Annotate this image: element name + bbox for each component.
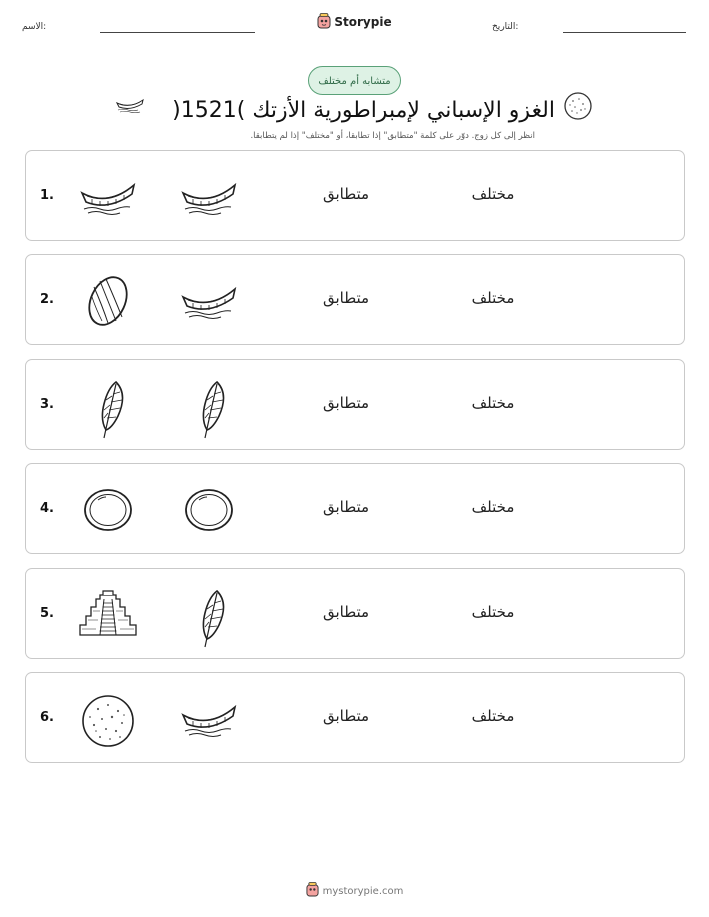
coin-icon (78, 484, 138, 536)
cacao-pod-icon (78, 275, 138, 327)
canoe-icon (78, 171, 138, 223)
question-row (25, 568, 685, 659)
different-option[interactable]: مختلف (471, 707, 515, 725)
name-label: الاسم: (22, 22, 47, 32)
question-row (25, 463, 685, 554)
different-option[interactable]: مختلف (471, 289, 515, 307)
topic-badge: متشابه أم مختلف (308, 66, 401, 95)
pyramid-icon (78, 589, 138, 641)
canoe-icon (179, 693, 239, 745)
same-option[interactable]: متطابق (322, 185, 370, 203)
title-canoe-icon (115, 96, 145, 118)
different-option[interactable]: مختلف (471, 185, 515, 203)
brand-logo (0, 13, 709, 32)
question-number: 6. (40, 710, 54, 725)
different-option[interactable]: مختلف (471, 394, 515, 412)
question-number: 5. (40, 606, 54, 621)
same-option[interactable]: متطابق (322, 603, 370, 621)
feather-icon (78, 380, 138, 432)
feather-icon (179, 589, 239, 641)
page-title: الغزو الإسباني لإمبراطورية الأزتك )1521( (172, 98, 555, 123)
feather-icon (179, 380, 239, 432)
date-label: التاريخ: (492, 22, 519, 32)
date-line[interactable] (563, 32, 686, 33)
question-row (25, 254, 685, 345)
canoe-icon (179, 275, 239, 327)
different-option[interactable]: مختلف (471, 498, 515, 516)
footer (0, 882, 709, 900)
same-option[interactable]: متطابق (322, 498, 370, 516)
canoe-icon (179, 171, 239, 223)
question-number: 3. (40, 397, 54, 412)
instructions: انظر إلى كل زوج. دوّر على كلمة "متطابق" إذا تطابقا، أو "مختلف" إذا لم يتطابقا. (250, 131, 535, 141)
tortilla-icon (78, 693, 138, 745)
question-row (25, 359, 685, 450)
storypie-mascot-icon (317, 13, 331, 32)
question-number: 4. (40, 501, 54, 516)
question-row (25, 672, 685, 763)
coin-icon (179, 484, 239, 536)
same-option[interactable]: متطابق (322, 289, 370, 307)
question-number: 2. (40, 292, 54, 307)
name-line[interactable] (100, 32, 255, 33)
question-row (25, 150, 685, 241)
different-option[interactable]: مختلف (471, 603, 515, 621)
title-tortilla-icon (563, 91, 593, 125)
question-number: 1. (40, 188, 54, 203)
same-option[interactable]: متطابق (322, 394, 370, 412)
footer-url[interactable]: mystorypie.com (322, 886, 404, 897)
storypie-mascot-icon (306, 882, 319, 900)
same-option[interactable]: متطابق (322, 707, 370, 725)
brand-name: Storypie (334, 15, 392, 29)
